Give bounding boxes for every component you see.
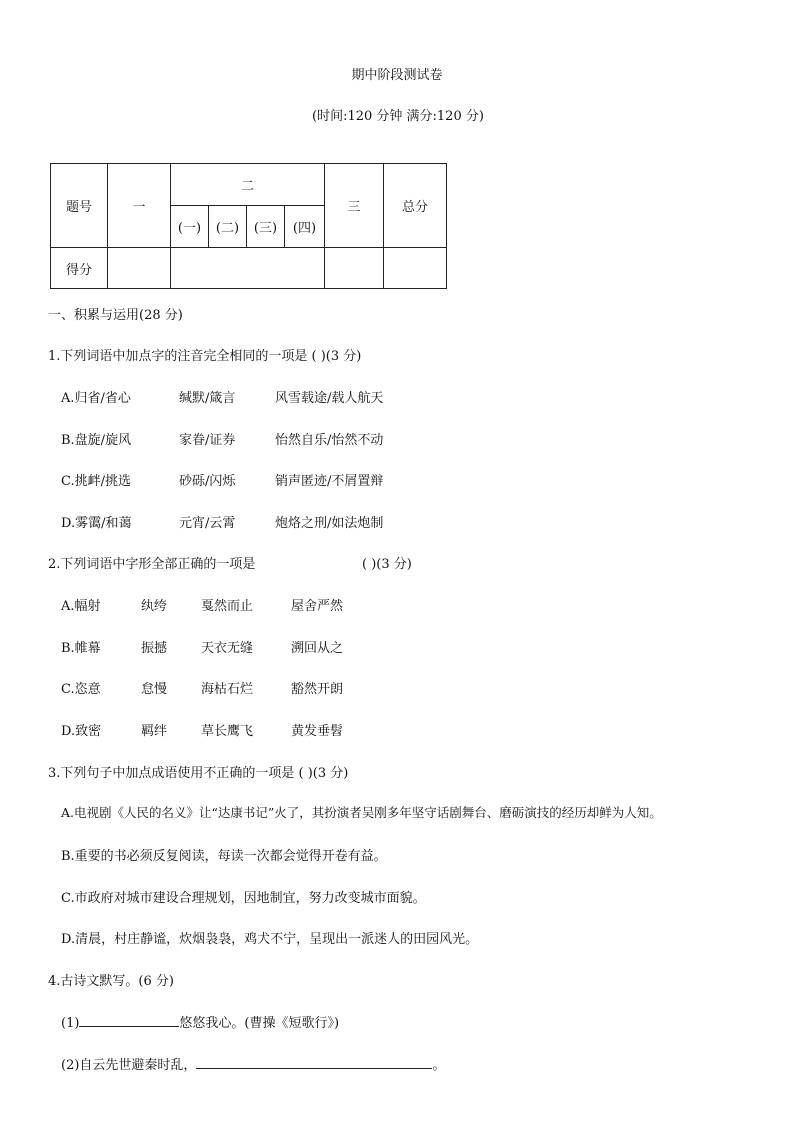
section-title: 一、积累与运用(28 分): [48, 308, 183, 323]
q2-option-b-3: 天衣无缝: [201, 641, 254, 656]
q1-option-a-3: 风雪载途/载人航天: [275, 391, 384, 406]
q1-option-c-1: C.挑衅/挑选: [61, 474, 131, 489]
score-cell: [325, 248, 384, 289]
q4-item-2-prefix: (2)自云先世避秦时乱，: [61, 1058, 197, 1073]
q2-option-a-1: A.幅射: [61, 599, 101, 614]
table-header-part2: 二: [171, 164, 325, 206]
score-cell: [171, 248, 325, 289]
q2-option-d-1: D.致密: [61, 724, 102, 739]
page-title: 期中阶段测试卷: [351, 68, 443, 83]
q2-option-c-1: C.恣意: [61, 682, 101, 697]
answer-blank[interactable]: [196, 1056, 432, 1069]
q4-item-2: [61, 1054, 445, 1073]
q3-option-c: C.市政府对城市建设合理规划，因地制宜，努力改变城市面貌。: [61, 891, 426, 906]
q4-item-2-suffix: 。: [432, 1058, 446, 1073]
table-sub-2: (二): [209, 206, 247, 248]
score-table: [50, 163, 447, 289]
q1-option-d-1: D.雾霭/和蔼: [61, 516, 132, 531]
question-4-stem: 4.古诗文默写。(6 分): [48, 974, 174, 989]
q2-option-b-2: 振撼: [141, 641, 168, 656]
q2-option-d-2: 羁绊: [141, 724, 168, 739]
q1-option-b-1: B.盘旋/旋风: [61, 433, 132, 448]
q3-option-d: D.清晨，村庄静谧，炊烟袅袅，鸡犬不宁，呈现出一派迷人的田园风光。: [61, 932, 479, 947]
score-cell: [108, 248, 171, 289]
q1-option-c-3: 销声匿迹/不屑置辩: [275, 474, 384, 489]
table-sub-1: (一): [171, 206, 209, 248]
question-2-stem: 2.下列词语中字形全部正确的一项是: [48, 557, 256, 572]
q1-option-d-2: 元宵/云霄: [179, 516, 236, 531]
q1-option-b-2: 家眷/证券: [179, 433, 236, 448]
table-header-label: 题号: [51, 164, 108, 248]
q1-option-b-3: 怡然自乐/怡然不动: [275, 433, 384, 448]
q2-option-d-4: 黄发垂髫: [291, 724, 344, 739]
question-2-answer-paren: ( )(3 分): [362, 557, 412, 572]
q2-option-c-2: 怠慢: [141, 682, 168, 697]
q4-item-1-prefix: (1): [61, 1016, 80, 1031]
q4-item-1-suffix: 悠悠我心。(曹操《短歌行》): [179, 1016, 340, 1031]
q3-option-a: A.电视剧《人民的名义》让“达康书记”火了，其扮演者吴刚多年坚守话剧舞台、磨砺演技的经历却鲜为人知。: [61, 805, 662, 820]
table-score-label: 得分: [51, 248, 108, 289]
q2-option-a-4: 屋舍严然: [291, 599, 344, 614]
q1-option-d-3: 炮烙之刑/如法炮制: [275, 516, 384, 531]
table-sub-4: (四): [285, 206, 325, 248]
question-3-stem: 3.下列句子中加点成语使用不正确的一项是 ( )(3 分): [48, 766, 349, 781]
q2-option-c-4: 豁然开朗: [291, 682, 344, 697]
q2-option-b-4: 溯回从之: [291, 641, 344, 656]
q3-option-b: B.重要的书必须反复阅读，每读一次都会觉得开卷有益。: [61, 849, 387, 864]
q1-option-c-2: 砂砾/闪烁: [179, 474, 236, 489]
q4-item-1: [61, 1012, 339, 1031]
q1-option-a-1: A.归省/省心: [61, 391, 131, 406]
table-sub-3: (三): [247, 206, 285, 248]
page-subtitle: (时间:120 分钟 满分:120 分): [312, 109, 484, 124]
q1-option-a-2: 缄默/箴言: [179, 391, 236, 406]
q2-option-a-2: 纨绔: [141, 599, 168, 614]
question-1-stem: 1.下列词语中加点字的注音完全相同的一项是 ( )(3 分): [48, 349, 362, 364]
table-header-part3: 三: [325, 164, 384, 248]
q2-option-a-3: 戛然而止: [201, 599, 254, 614]
table-header-total: 总分: [384, 164, 447, 248]
table-header-part1: 一: [108, 164, 171, 248]
q2-option-d-3: 草长鹰飞: [201, 724, 254, 739]
answer-blank[interactable]: [79, 1014, 179, 1027]
score-cell: [384, 248, 447, 289]
q2-option-b-1: B.帷幕: [61, 641, 101, 656]
q2-option-c-3: 海枯石烂: [201, 682, 254, 697]
